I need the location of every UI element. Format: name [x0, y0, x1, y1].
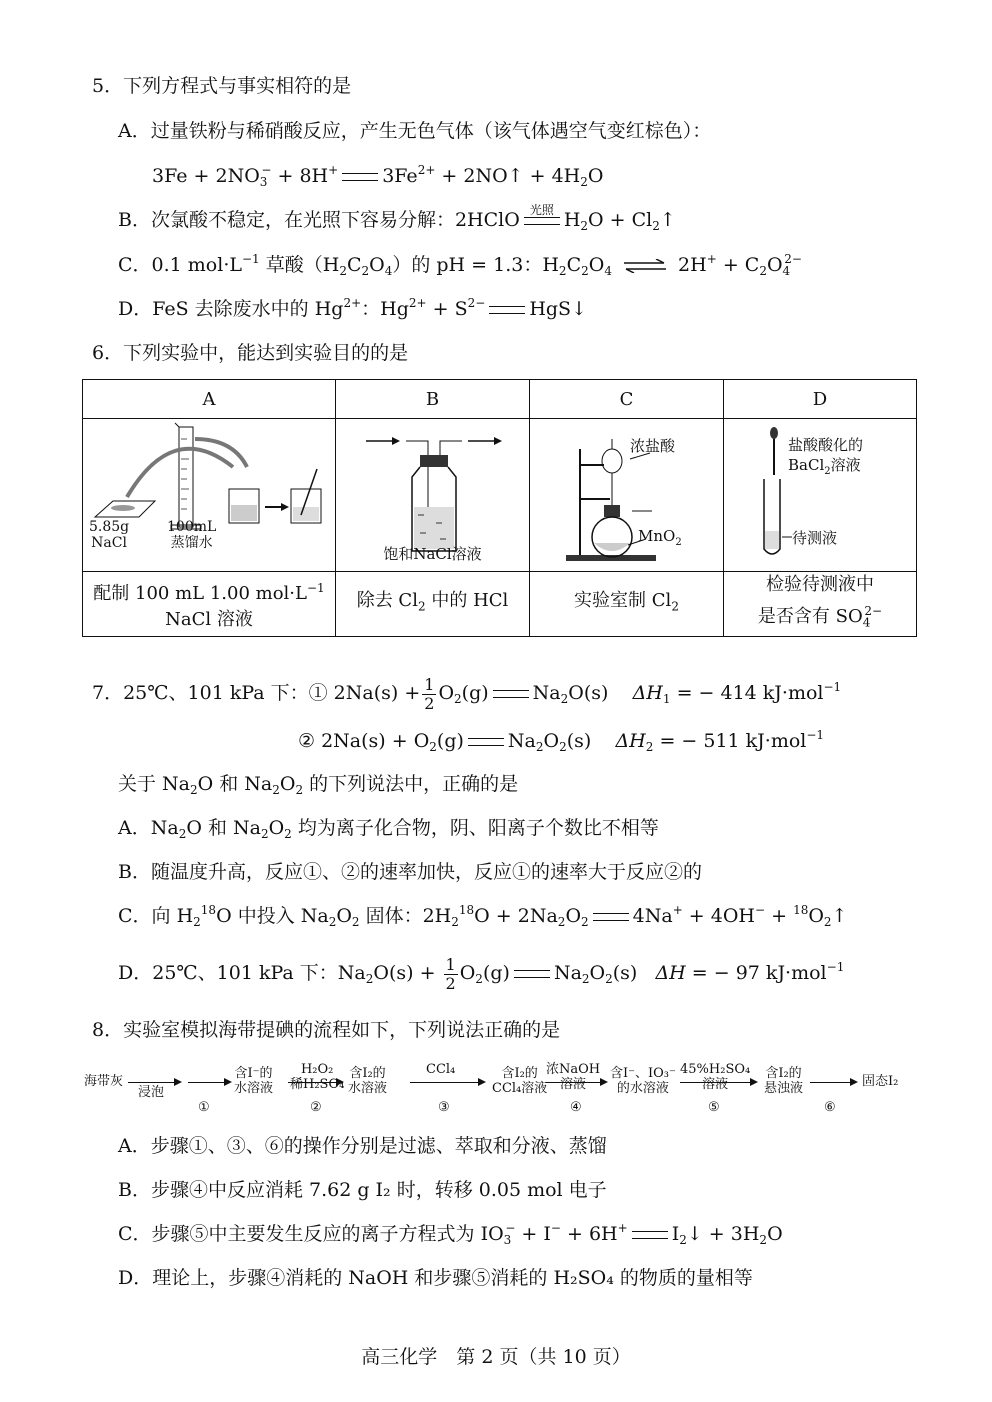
- flow-step-3: ③: [438, 1100, 450, 1115]
- caption-d-line2: 是否含有 SO: [757, 606, 863, 627]
- s2-bot: 稀H₂SO₄: [290, 1077, 345, 1092]
- s5-bot: 溶液: [702, 1077, 729, 1092]
- q5-d-colon: ：: [361, 298, 381, 320]
- solution-text: 溶液: [830, 456, 861, 474]
- p1-top: 含I⁻的: [234, 1066, 273, 1081]
- q7-d-text: D．25℃、101 kPa 下：Na: [118, 962, 366, 984]
- caption-b-text2: 中的 HCl: [431, 590, 509, 611]
- caption-c: 实验室制 $Cl_2$: [530, 572, 724, 637]
- bacl2-reagent-label: 盐酸酸化的 BaCl$_2$溶液: [788, 436, 864, 477]
- q7-eq2-text: ② 2Na(s) + O: [298, 730, 430, 752]
- caption-c-text: 实验室制 Cl: [574, 590, 672, 611]
- q5-stem: 5．下列方程式与事实相符的是: [92, 75, 352, 97]
- flow-product-3: [492, 1066, 547, 1096]
- caption-a-line1: 配制 100 mL 1.00 mol·L: [93, 582, 307, 604]
- experiment-table: [82, 379, 917, 637]
- header-c: C: [530, 380, 724, 419]
- p2-bot: 水溶液: [348, 1081, 388, 1096]
- q7-option-a: A．$Na_2O$ 和 $Na_2O_2$ 均为离子化合物，阴、阳离子个数比不相等: [118, 817, 659, 841]
- q7-option-b: B．随温度升高，反应①、②的速率加快，反应①的速率大于反应②的: [118, 861, 702, 883]
- saturated-nacl-label: 饱和NaCl溶液: [383, 545, 482, 563]
- flow-product-5: [764, 1066, 803, 1096]
- dh1-value: = − 414 kJ·mol: [676, 682, 824, 704]
- volume-text: 100mL: [167, 519, 217, 535]
- nacl-text: NaCl: [91, 535, 127, 551]
- flow-step-1: ①: [198, 1100, 210, 1115]
- q7-question: 关于 $Na_2O$ 和 $Na_2O_2$ 的下列说法中，正确的是: [118, 773, 519, 797]
- mass-text: 5.85g: [89, 519, 130, 535]
- conc-hcl-label: 浓盐酸: [630, 437, 676, 455]
- dh2-value: = − 511 kJ·mol: [659, 730, 807, 752]
- s2-top: H₂O₂: [300, 1062, 334, 1077]
- flow-product-4: [610, 1066, 676, 1096]
- apparatus-d: [724, 419, 917, 572]
- caption-b: 除去 $Cl_2$ 中的 HCl: [336, 572, 530, 637]
- p1-bot: 水溶液: [234, 1081, 274, 1096]
- flow-reagent-4: [546, 1062, 600, 1092]
- p4-bot: 的水溶液: [616, 1081, 669, 1096]
- q8-option-d: D．理论上，步骤④消耗的 NaOH 和步骤⑤消耗的 H₂SO₄ 的物质的量相等: [118, 1267, 753, 1289]
- flow-reagent-5: [680, 1062, 750, 1092]
- caption-a-line2: NaCl 溶液: [165, 608, 253, 630]
- acidified-text: 盐酸酸化的: [788, 436, 864, 454]
- flow-arrow-3: [410, 1082, 484, 1083]
- q8-option-b: B．步骤④中反应消耗 7.62 g I₂ 时，转移 0.05 mol 电子: [118, 1179, 607, 1201]
- bacl-text: BaCl: [788, 456, 825, 474]
- apparatus-a: [83, 419, 336, 572]
- q7-equation-1: 7．25℃、101 kPa 下：① 2Na(s) + $\frac{1}{2}$ $O_2(g)$ $Na_2O(s)$ $\Delta H_1$ = − 414 kJ·mol$^{-1}$: [92, 674, 842, 713]
- q5-b-text: B．次氯酸不稳定，在光照下容易分解：: [118, 209, 455, 231]
- q5-option-b: B．次氯酸不稳定，在光照下容易分解：2HClO 光照 $H_2O$ + $Cl_2↑$: [118, 208, 676, 232]
- header-b: B: [336, 380, 530, 419]
- q5-d-text: D．FeS 去除废水中的 Hg: [118, 298, 344, 320]
- q7-option-d: D．25℃、101 kPa 下：$Na_2O(s)$ + $\frac{1}{2}$ $O_2(g)$ $Na_2O_2(s) \Delta H$ = − 97 kJ·mol$^{-1}$: [118, 954, 845, 993]
- p5-top: 含I₂的: [765, 1066, 802, 1081]
- q5-c-text: C．0.1 mol·L: [118, 254, 242, 276]
- flow-arrow-1a: [128, 1082, 180, 1083]
- caption-d-line1: 检验待测液中: [766, 574, 874, 595]
- flow-soak: 浸泡: [138, 1085, 165, 1100]
- q5-option-c: C．0.1 $mol\cdot L^{-1}$ 草酸$(H_2C_2O_4)$的 pH = 1.3：$H_2C_2O_4$ $2H^+ + C_2O_4^{2-}$: [118, 252, 802, 278]
- apparatus-b: [336, 419, 530, 572]
- q6-stem: 6．下列实验中，能达到实验目的的是: [92, 342, 409, 364]
- q5-option-a: A．过量铁粉与稀硝酸反应，产生无色气体（该气体遇空气变红棕色）：: [118, 120, 712, 142]
- caption-a: 配制 100 mL 1.00 $mol\cdot L^{-1}$ NaCl 溶液: [83, 572, 336, 637]
- p4-top: 含I⁻、IO₃⁻: [610, 1066, 676, 1081]
- q7-c-text: C．向 H: [118, 905, 194, 927]
- q7-stem: 7．25℃、101 kPa 下：① 2Na(s) +: [92, 682, 421, 704]
- iodine-extraction-flowchart: [84, 1058, 914, 1120]
- page-footer: 高三化学 第 2 页（共 10 页）: [361, 1346, 631, 1368]
- caption-d: 检验待测液中 是否含有 $SO_4^{2-}$: [724, 572, 917, 637]
- q8-option-c: C．步骤⑤中主要发生反应的离子方程式为 $IO_3^- + I^- + 6H^+$ $I_2↓ + 3H_2O$: [118, 1221, 783, 1247]
- caption-b-text: 除去 Cl: [356, 590, 418, 611]
- header-d: D: [724, 380, 917, 419]
- q5-c-text2: 草酸（H: [265, 254, 340, 276]
- flow-reagent-3: CCl₄: [426, 1062, 456, 1077]
- flow-product-1: [234, 1066, 273, 1096]
- q5-a-equation: $3Fe + 2NO_3^- + 8H^+$ $3Fe^{2+}$ + 2NO↑ + $4H_2O$: [152, 163, 604, 189]
- mno-text: MnO: [638, 527, 676, 545]
- q8-option-a: A．步骤①、③、⑥的操作分别是过滤、萃取和分液、蒸馏: [118, 1135, 607, 1157]
- q7-a-text: A．Na: [118, 817, 179, 839]
- s5-top: 45%H₂SO₄: [680, 1062, 751, 1077]
- flow-step-6: ⑥: [824, 1100, 836, 1115]
- q8-stem: 8．实验室模拟海带提碘的流程如下，下列说法正确的是: [92, 1019, 561, 1041]
- flow-step-4: ④: [570, 1100, 582, 1115]
- light-condition-arrow: [524, 203, 560, 225]
- s4-bot: 溶液: [560, 1077, 587, 1092]
- p3-top: 含I₂的: [501, 1066, 538, 1081]
- flow-arrow-6: [810, 1082, 856, 1083]
- q8-c-text: C．步骤⑤中主要发生反应的离子方程式为 IO: [118, 1223, 504, 1245]
- q7-option-c: C．向 $H_2^{18}O$ 中投入 $Na_2O_2$ 固体：$2H_2^{18}O + 2Na_2O_2$ $4Na^+ + 4OH^- + ^{18}O_2↑$: [118, 903, 848, 929]
- flow-start: 海带灰: [84, 1074, 124, 1089]
- water-volume-label: [167, 519, 216, 551]
- q7-question-text: 关于 Na: [118, 773, 190, 795]
- mno2-label: MnO$_2$: [638, 527, 682, 548]
- q7-equation-2: ② $2Na(s) + O_2(g)$ $Na_2O_2(s)$ $\Delta H_2$ = − 511 kJ·mol$^{-1}$: [298, 728, 825, 754]
- dh-value: = − 97 kJ·mol: [691, 962, 827, 984]
- p5-bot: 悬浊液: [764, 1081, 804, 1096]
- reversible-arrow-icon: [622, 259, 668, 273]
- test-solution-label: 待测液: [792, 529, 838, 547]
- q5-option-d: D．FeS 去除废水中的 $Hg^{2+}$：$Hg^{2+} + S^{2-}$ HgS↓: [118, 296, 587, 320]
- flow-reagent-2: [290, 1062, 344, 1092]
- p3-bot: CCl₄溶液: [492, 1081, 548, 1096]
- chlorine-generator-diagram: [530, 419, 723, 571]
- q5-b-condition: 光照: [529, 203, 554, 217]
- nacl-mass-label: [89, 519, 129, 551]
- p2-top: 含I₂的: [349, 1066, 386, 1081]
- s4-top: 浓NaOH: [546, 1062, 601, 1077]
- water-text: 蒸馏水: [170, 535, 213, 551]
- flow-step-2: ②: [310, 1100, 322, 1115]
- apparatus-c: [530, 419, 724, 572]
- flow-arrow-1b: [188, 1082, 230, 1083]
- flow-end: 固态I₂: [862, 1074, 899, 1089]
- flow-product-2: [348, 1066, 387, 1096]
- flow-step-5: ⑤: [708, 1100, 720, 1115]
- header-a: A: [83, 380, 336, 419]
